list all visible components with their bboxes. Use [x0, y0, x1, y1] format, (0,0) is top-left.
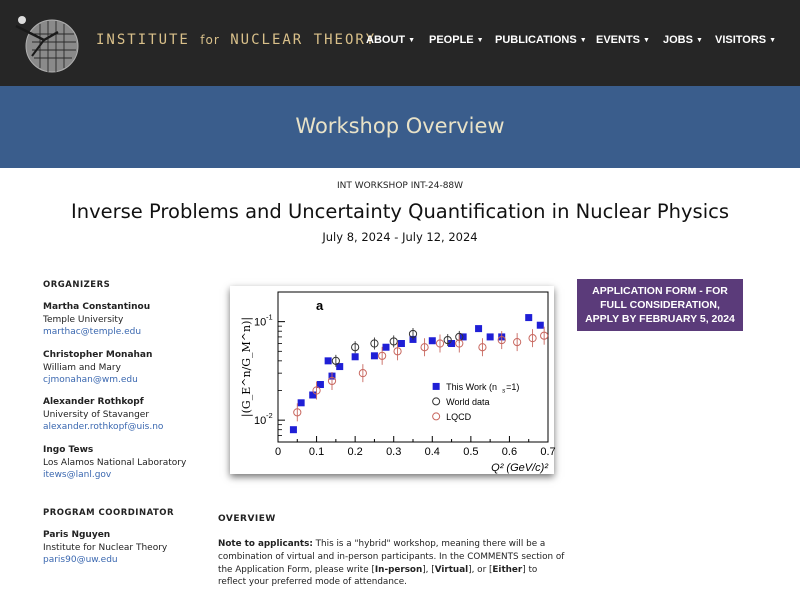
- organizer-name: Martha Constantinou: [43, 302, 151, 312]
- coordinator-heading: PROGRAM COORDINATOR: [43, 508, 175, 518]
- panel-label: a: [316, 298, 324, 313]
- chevron-down-icon: ▼: [695, 37, 703, 44]
- this-work-point: [429, 337, 436, 344]
- y-axis-label: |(G_E^n/G_M^n)|: [240, 316, 253, 418]
- legend-label: World data: [446, 396, 490, 407]
- organizer-affiliation: Los Alamos National Laboratory: [43, 457, 187, 468]
- brand-wordmark[interactable]: [96, 32, 376, 48]
- legend-swatch-world-data: [433, 398, 440, 405]
- scatter-plot: [230, 286, 554, 474]
- page-title: Workshop Overview: [295, 114, 505, 138]
- nav-publications[interactable]: [495, 34, 587, 46]
- y-tick-label: 10: [254, 316, 267, 329]
- this-work-point: [290, 426, 297, 433]
- legend-label-subscript: s: [502, 387, 506, 395]
- organizers-heading: ORGANIZERS: [43, 280, 111, 290]
- organizer-affiliation: William and Mary: [43, 362, 121, 373]
- int-logo-icon[interactable]: [14, 12, 84, 74]
- nav-label: ABOUT: [366, 34, 406, 46]
- organizer-name: Christopher Monahan: [43, 350, 153, 360]
- x-tick-label: 0.3: [386, 446, 402, 458]
- nav-label: VISITORS: [715, 34, 767, 46]
- brand-text-left: INSTITUTE: [96, 32, 201, 48]
- chevron-down-icon: ▼: [769, 37, 777, 44]
- organizer-email-link[interactable]: alexander.rothkopf@uis.no: [43, 422, 164, 432]
- nav-events[interactable]: [596, 34, 650, 46]
- workshop-id: INT WORKSHOP INT-24-88W: [336, 181, 464, 191]
- coordinator-affiliation: Institute for Nuclear Theory: [43, 542, 168, 553]
- workshop-dates: July 8, 2024 - July 12, 2024: [322, 230, 478, 244]
- apply-line: FULL CONSIDERATION,: [600, 299, 720, 311]
- this-work-point: [383, 344, 390, 351]
- x-tick-label: 0.5: [463, 446, 479, 458]
- overview-text: This is a "hybrid" workshop, meaning there will be a combination of virtual and in-person participants. In the COMMENTS section of the Application Form, please write [: [218, 539, 565, 575]
- organizer-name: Alexander Rothkopf: [43, 397, 144, 407]
- x-tick-label: 0: [274, 446, 282, 458]
- x-axis-label: Q² (GeV/c)²: [491, 462, 548, 474]
- nav-visitors[interactable]: [715, 34, 776, 46]
- this-work-point: [537, 322, 544, 329]
- chevron-down-icon: ▼: [643, 37, 650, 44]
- apply-line: APPLY BY FEBRUARY 5, 2024: [585, 313, 735, 325]
- separator: ], or [: [468, 564, 493, 575]
- nav-label: EVENTS: [596, 34, 641, 46]
- organizer-card: [43, 396, 163, 434]
- legend-label: LQCD: [446, 411, 472, 422]
- apply-line: APPLICATION FORM - FOR: [592, 285, 728, 297]
- option-virtual: Virtual: [434, 564, 469, 575]
- overview-paragraph: [218, 538, 568, 589]
- y-tick-exponent: -2: [266, 411, 273, 421]
- organizer-email-link[interactable]: cjmonahan@wm.edu: [43, 375, 138, 385]
- organizer-card: [43, 444, 186, 482]
- nav-label: PUBLICATIONS: [495, 34, 577, 46]
- chevron-down-icon: ▼: [408, 37, 416, 44]
- chevron-down-icon: ▼: [476, 37, 484, 44]
- organizer-name: Ingo Tews: [43, 445, 94, 455]
- this-work-point: [309, 392, 316, 399]
- organizer-card: [43, 301, 150, 339]
- legend-swatch-this-work: [433, 383, 440, 390]
- workshop-title: Inverse Problems and Uncertainty Quantification in Nuclear Physics: [70, 200, 730, 223]
- overview-heading: OVERVIEW: [218, 514, 276, 524]
- workshop-figure: [230, 286, 554, 474]
- legend-label-tail: =1): [506, 381, 520, 392]
- option-either: Either: [492, 564, 523, 575]
- brand-text-for: for: [200, 33, 220, 47]
- this-work-point: [325, 357, 332, 364]
- nav-people[interactable]: [429, 34, 484, 46]
- nav-label: JOBS: [663, 34, 693, 46]
- nav-label: PEOPLE: [429, 34, 474, 46]
- y-tick-exponent: -1: [266, 312, 273, 322]
- organizer-affiliation: Temple University: [43, 314, 124, 325]
- application-form-button[interactable]: [577, 279, 743, 331]
- x-axis-title: [491, 462, 548, 474]
- y-tick-label: 10: [254, 415, 267, 428]
- this-work-point: [487, 333, 494, 340]
- coordinator-email-link[interactable]: paris90@uw.edu: [43, 555, 118, 565]
- overview-text: ] to reflect your preferred mode of attendance.: [218, 564, 538, 588]
- plot-frame: [278, 292, 548, 442]
- this-work-point: [525, 314, 532, 321]
- this-work-point: [371, 352, 378, 359]
- this-work-point: [352, 353, 359, 360]
- organizer-card: [43, 349, 152, 387]
- organizer-email-link[interactable]: marthac@temple.edu: [43, 327, 142, 337]
- coordinator-name: Paris Nguyen: [43, 530, 111, 540]
- note-label: Note to applicants:: [218, 539, 313, 549]
- legend-swatch-lqcd: [433, 413, 440, 420]
- nav-jobs[interactable]: [663, 34, 703, 46]
- this-work-point: [298, 399, 305, 406]
- nav-about[interactable]: [366, 34, 415, 46]
- y-axis-title: [240, 317, 254, 417]
- x-tick-label: 0.1: [308, 446, 325, 458]
- x-tick-label: 0.7: [540, 446, 556, 458]
- x-tick-label: 0.2: [347, 446, 363, 458]
- brand-text-right: NUCLEAR THEORY: [219, 32, 377, 48]
- coordinator-card: [43, 529, 167, 567]
- chevron-down-icon: ▼: [579, 37, 587, 44]
- legend-label: This Work (n: [446, 381, 497, 392]
- separator: ], [: [422, 564, 435, 575]
- this-work-point: [475, 325, 482, 332]
- option-in-person: In-person: [374, 564, 423, 575]
- organizer-affiliation: University of Stavanger: [43, 409, 150, 420]
- x-tick-label: 0.4: [424, 446, 440, 458]
- organizer-email-link[interactable]: itews@lanl.gov: [43, 470, 112, 480]
- this-work-point: [398, 340, 405, 347]
- legend: [433, 382, 520, 422]
- x-tick-label: 0.6: [501, 446, 518, 458]
